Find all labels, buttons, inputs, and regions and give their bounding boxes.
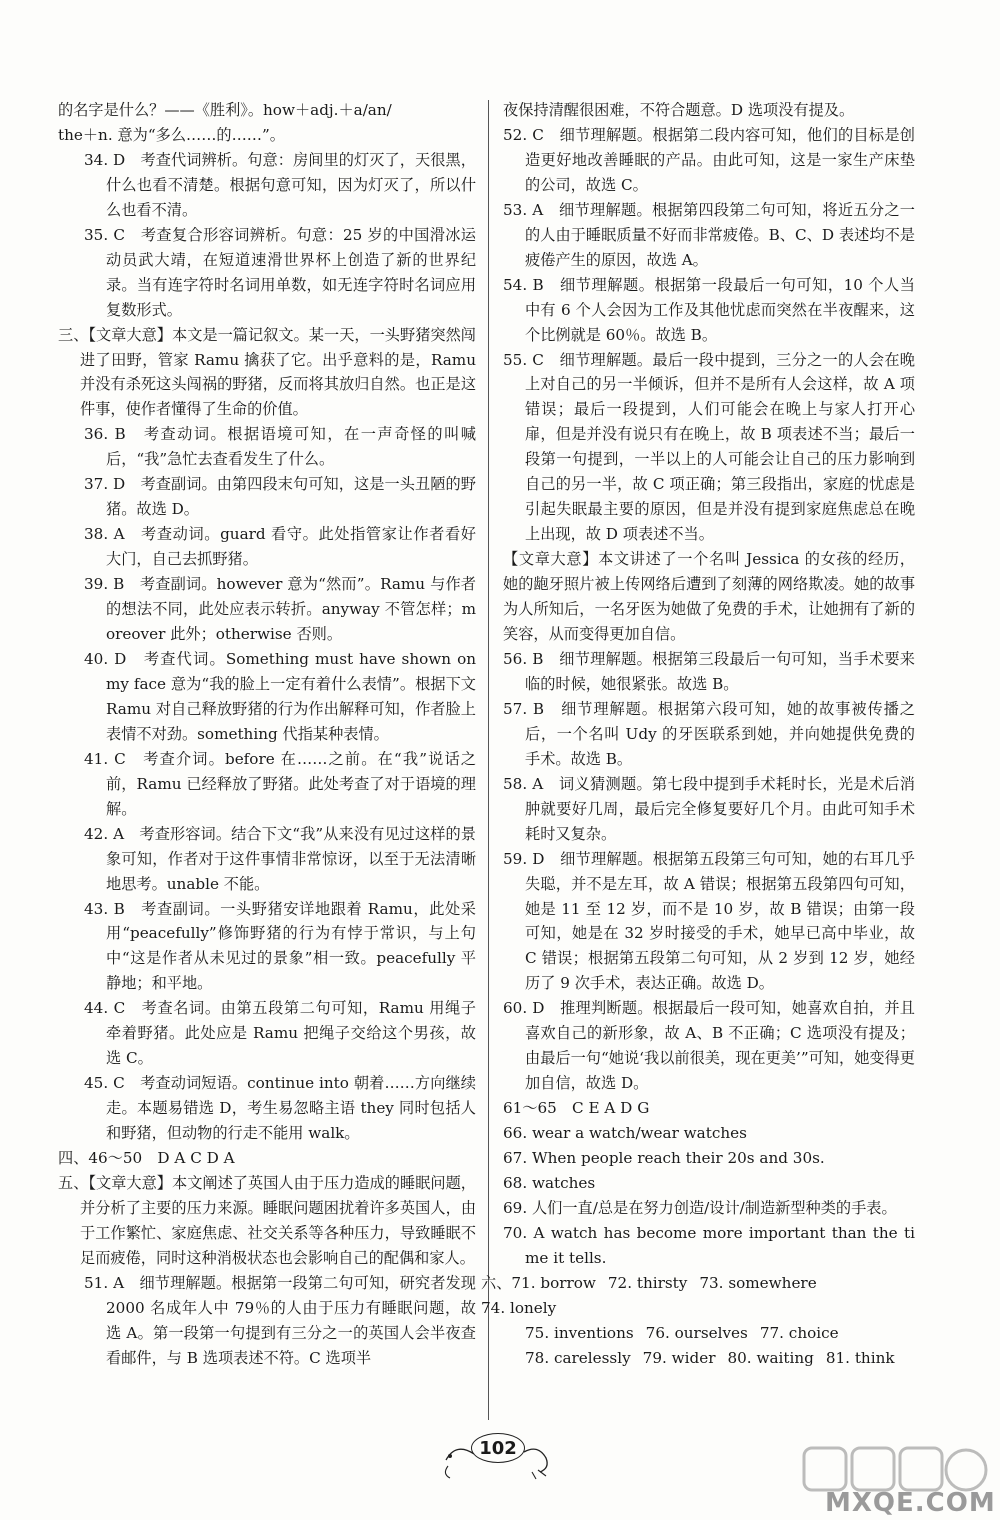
right-paragraph: 52. C 细节理解题。根据第二段内容可知，他们的目标是创造更好地改善睡眠的产品。由此可知，这是一家生产床垫的公司，故选 C。: [503, 125, 915, 194]
answer-76: 76. ourselves: [645, 1323, 748, 1342]
left-column: [58, 98, 476, 1371]
left-paragraph: 38. A 考查动词。guard 看守。此处指管家让作者看好大门，自己去抓野猪。: [84, 525, 476, 569]
answer-75: 75. inventions: [525, 1323, 634, 1342]
right-paragraph: 【文章大意】本文讲述了一个名叫 Jessica 的女孩的经历，她的龅牙照片被上传网络后遭到了刻薄的网络欺凌。她的故事为人所知后，一名牙医为她做了免费的手术，让她拥有了新的笑容，从而变得更加自信。: [503, 550, 915, 644]
watermark-text: MXQE.COM: [825, 1488, 996, 1518]
right-paragraph: 61～65 C E A D G: [503, 1099, 650, 1118]
left-paragraph: 四、46～50 D A C D A: [58, 1149, 235, 1168]
left-paragraph: 43. B 考查副词。一头野猪安详地跟着 Ramu，此处采用“peacefully”修饰野猪的行为有悖于常识，与上句中“这是作者从未见过的景象”相一致。peacefully 平静地；和平地。: [84, 899, 476, 993]
right-paragraph: 60. D 推理判断题。根据最后一段可知，她喜欢自拍，并且喜欢自己的新形象，故 A、B 不正确；C 选项没有提及；由最后一句“她说‘我以前很美，现在更美’”可知，她变得更加自信，故选 D。: [503, 999, 915, 1093]
right-paragraph: 66. wear a watch/wear watches: [503, 1124, 747, 1143]
left-paragraph: 41. C 考查介词。before 在……之前。在“我”说话之前，Ramu 已经释放了野猪。此处考查了对于语境的理解。: [84, 749, 476, 818]
left-paragraph: 39. B 考查副词。however 意为“然而”。Ramu 与作者的想法不同，此处应表示转折。anyway 不管怎样；moreover 此外；otherwise 否则。: [84, 575, 476, 644]
right-paragraph: 57. B 细节理解题。根据第六段可知，她的故事被传播之后，一个名叫 Udy 的牙医联系到她，并向她提供免费的手术。故选 B。: [503, 699, 915, 768]
answer-77: 77. choice: [759, 1323, 839, 1342]
left-paragraph: 51. A 细节理解题。根据第一段第二句可知，研究者发现 2000 名成年人中 79％的人由于压力有睡眠问题，故选 A。第一段第一句提到有三分之一的英国人会半夜查看邮件，与 B 选项表述不符。C 选项半: [84, 1273, 476, 1367]
section6-row3: [503, 1346, 915, 1371]
left-paragraph: 34. D 考查代词辨析。句意：房间里的灯灭了，天很黑，什么也看不清楚。根据句意可知，因为灯灭了，所以什么也看不清。: [84, 150, 476, 219]
answer-81: 81. think: [825, 1348, 895, 1367]
right-paragraph: 54. B 细节理解题。根据第一段最后一句可知，10 个人当中有 6 个人会因为工作及其他忧虑而突然在半夜醒来，这个比例就是 60％。故选 B。: [503, 275, 915, 344]
left-paragraph: 35. C 考查复合形容词辨析。句意：25 岁的中国滑冰运动员武大靖，在短道速滑世界杯上创造了新的世界纪录。当有连字符时名词用单数，如无连字符时名词应用复数形式。: [84, 225, 476, 319]
right-paragraph: 53. A 细节理解题。根据第四段第二句可知，将近五分之一的人由于睡眠质量不好而非常疲倦。B、C、D 表述均不是疲倦产生的原因，故选 A。: [503, 200, 915, 269]
answer-73: 73. somewhere: [699, 1273, 817, 1292]
answer-72: 72. thirsty: [607, 1273, 688, 1292]
right-paragraph: 70. A watch has become more important than the time it tells.: [503, 1223, 915, 1267]
answer-74: 74. lonely: [481, 1298, 557, 1317]
left-paragraph: 的名字是什么？——《胜利》。how＋adj.＋a/an/: [58, 101, 392, 119]
column-divider: [488, 100, 489, 1420]
answer-71: 71. borrow: [511, 1273, 596, 1292]
right-paragraph: 68. watches: [503, 1173, 596, 1192]
left-paragraph: 36. B 考查动词。根据语境可知，在一声奇怪的叫喊后，“我”急忙去查看发生了什么。: [84, 425, 476, 469]
right-column: [481, 98, 915, 1371]
right-paragraph: 夜保持清醒很困难，不符合题意。D 选项没有提及。: [503, 101, 855, 119]
left-paragraph: the＋n. 意为“多么……的……”。: [58, 125, 285, 144]
page-number: 102: [458, 1427, 538, 1469]
section6-row1: [481, 1271, 915, 1321]
section6-prefix: 六、: [481, 1273, 512, 1292]
answer-80: 80. waiting: [727, 1348, 814, 1367]
answer-78: 78. carelessly: [525, 1348, 631, 1367]
section6-row2: [503, 1321, 915, 1346]
left-paragraph: 37. D 考查副词。由第四段末句可知，这是一头丑陋的野猪。故选 D。: [84, 475, 476, 519]
answer-79: 79. wider: [642, 1348, 716, 1367]
right-paragraph: 56. B 细节理解题。根据第三段最后一句可知，当手术要来临的时候，她很紧张。故选 B。: [503, 649, 915, 693]
right-paragraph: 59. D 细节理解题。根据第五段第三句可知，她的右耳几乎失聪，并不是左耳，故 A 错误；根据第五段第四句可知，她是 11 至 12 岁，而不是 10 岁，故 B 错误；由第一段可知，她是在 32 岁时接受的手术，她早已高中毕业，故 C 错误；根据第五段第二句可知，从 2 岁到 12 岁，她经历了 9 次手术，表达正确。故选 D。: [503, 849, 915, 993]
left-paragraph: 40. D 考查代词。Something must have shown on my face 意为“我的脸上一定有着什么表情”。根据下文 Ramu 对自己释放野猪的行为作出解释可知，作者脸上表情不对劲。something 代指某种表情。: [84, 649, 476, 743]
right-paragraph: 58. A 词义猜测题。第七段中提到手术耗时长，光是术后消肿就要好几周，最后完全修复要好几个月。由此可知手术耗时又复杂。: [503, 774, 915, 843]
left-paragraph: 45. C 考查动词短语。continue into 朝着……方向继续走。本题易错选 D，考生易忽略主语 they 同时包括人和野猪，但动物的行走不能用 walk。: [84, 1074, 476, 1143]
left-paragraph: 三、【文章大意】本文是一篇记叙文。某一天，一头野猪突然闯进了田野，管家 Ramu 擒获了它。出乎意料的是，Ramu 并没有杀死这头闯祸的野猪，反而将其放归自然。也正是这件事，使作者懂得了生命的价值。: [58, 325, 476, 419]
left-paragraph: 五、【文章大意】本文阐述了英国人由于压力造成的睡眠问题，并分析了主要的压力来源。睡眠问题困扰着许多英国人，由于工作繁忙、家庭焦虑、社交关系等各种压力，导致睡眠不足而疲倦，同时这种消极状态也会影响自己的配偶和家人。: [58, 1173, 476, 1267]
right-paragraph: 55. C 细节理解题。最后一段中提到，三分之一的人会在晚上对自己的另一半倾诉，但并不是所有人会这样，故 A 项错误；最后一段提到，人们可能会在晚上与家人打开心扉，但是并没有说只有在晚上，故 B 项表述不当；最后一段第一句提到，一半以上的人可能会让自己的压力影响到自己的另一半，故 C 项正确；第三段指出，家庭的忧虑是引起失眠最主要的原因，但是并没有提到家庭焦虑总在晚上出现，故 D 项表述不当。: [503, 350, 915, 544]
left-paragraph: 42. A 考查形容词。结合下文“我”从来没有见过这样的景象可知，作者对于这件事情非常惊讶，以至于无法清晰地思考。unable 不能。: [84, 824, 476, 893]
right-paragraph: 67. When people reach their 20s and 30s.: [503, 1149, 825, 1168]
left-paragraph: 44. C 考查名词。由第五段第二句可知，Ramu 用绳子牵着野猪。此处应是 Ramu 把绳子交给这个男孩，故选 C。: [84, 999, 476, 1068]
right-paragraph: 69. 人们一直/总是在努力创造/设计/制造新型种类的手表。: [503, 1198, 897, 1217]
